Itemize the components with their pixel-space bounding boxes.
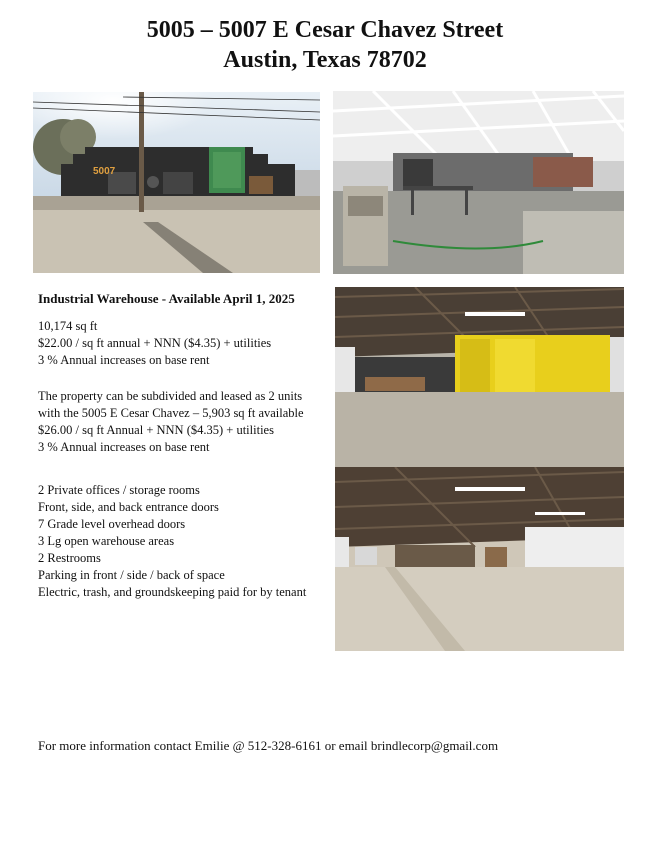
- feature-item: Front, side, and back entrance doors: [38, 500, 219, 514]
- annual-rate: $22.00 / sq ft annual + NNN ($4.35) + utilities: [38, 336, 272, 350]
- exterior-photo: [33, 92, 320, 273]
- pricing-block: [38, 318, 271, 369]
- features-list: [38, 482, 306, 601]
- contact-info: For more information contact Emilie @ 512-328-6161 or email brindlecorp@gmail.com: [38, 738, 499, 753]
- feature-item: 3 Lg open warehouse areas: [38, 534, 175, 548]
- rent-increase: 3 % Annual increases on base rent: [38, 353, 210, 367]
- feature-item: 7 Grade level overhead doors: [38, 517, 186, 531]
- empty-warehouse-photo: [335, 467, 624, 651]
- subdivide-line-1: The property can be subdivided and leased as 2 units: [38, 389, 303, 403]
- page-title-address: 5005 – 5007 E Cesar Chavez Street: [146, 17, 504, 43]
- building-sign: 5007: [93, 166, 116, 177]
- feature-item: 2 Private offices / storage rooms: [38, 483, 200, 497]
- subdivide-rate: $26.00 / sq ft Annual + NNN ($4.35) + utilities: [38, 423, 274, 437]
- shop-interior-photo: [333, 91, 624, 274]
- feature-item: Parking in front / side / back of space: [38, 568, 225, 582]
- listing-heading: Industrial Warehouse - Available April 1, 2025: [38, 291, 295, 306]
- feature-item: Electric, trash, and groundskeeping paid for by tenant: [38, 585, 307, 599]
- subdivide-increase: 3 % Annual increases on base rent: [38, 440, 210, 454]
- subdivide-block: [38, 388, 304, 456]
- square-footage: 10,174 sq ft: [38, 319, 98, 333]
- feature-item: 2 Restrooms: [38, 551, 101, 565]
- page-title-city: Austin, Texas 78702: [223, 47, 427, 73]
- subdivide-line-2: with the 5005 E Cesar Chavez – 5,903 sq ft available: [38, 406, 304, 420]
- warehouse-yellow-container-photo: [335, 287, 624, 467]
